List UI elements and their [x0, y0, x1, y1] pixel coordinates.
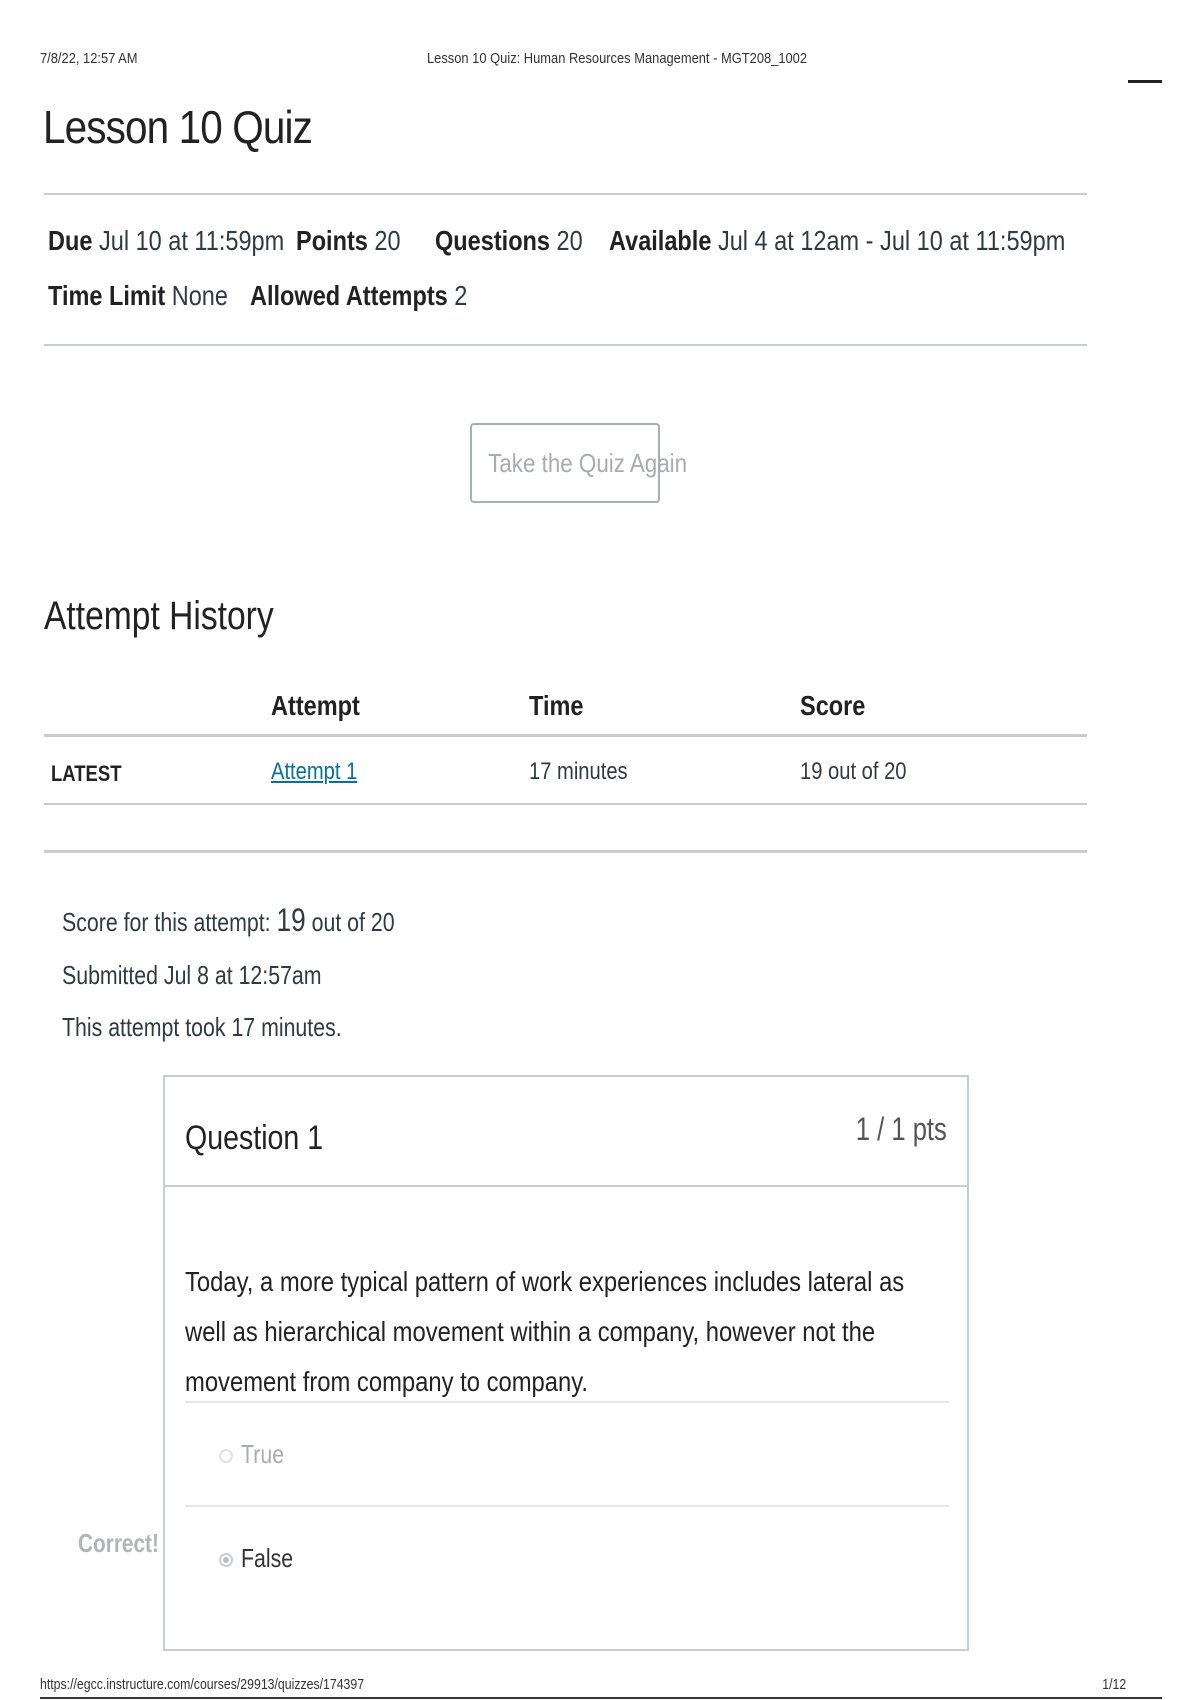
due-label: Due — [48, 225, 93, 256]
submitted-time: Submitted Jul 8 at 12:57am — [62, 960, 322, 990]
page-edge-mark — [1128, 80, 1162, 83]
print-header — [40, 50, 1003, 70]
questions-value: 20 — [556, 225, 583, 256]
attempt-duration: This attempt took 17 minutes. — [62, 1012, 342, 1042]
footer-divider — [40, 1697, 1162, 1699]
attempt-history-title: Attempt History — [44, 594, 274, 638]
radio-button[interactable] — [219, 1449, 233, 1463]
time-limit-detail — [48, 280, 228, 312]
points-detail — [296, 225, 401, 257]
question-points: 1 / 1 pts — [855, 1111, 947, 1147]
attempt-score-cell: 19 out of 20 — [800, 758, 907, 785]
question-card — [163, 1075, 969, 1651]
print-page-title: Lesson 10 Quiz: Human Resources Management - MGT208_1002 — [427, 50, 808, 67]
allowed-attempts-value: 2 — [454, 280, 468, 311]
radio-button-selected[interactable] — [219, 1553, 233, 1567]
allowed-attempts-detail — [250, 280, 467, 312]
attempt-1-link[interactable]: Attempt 1 — [271, 758, 358, 785]
correct-answer-flag: Correct! — [78, 1528, 159, 1558]
questions-detail — [435, 225, 583, 257]
divider — [44, 193, 1087, 195]
table-row-divider — [44, 803, 1087, 805]
attempt-time-cell: 17 minutes — [529, 758, 628, 785]
page-number: 1/12 — [1102, 1676, 1126, 1693]
column-header-attempt: Attempt — [271, 690, 360, 721]
time-limit-label: Time Limit — [48, 280, 166, 311]
due-value: Jul 10 at 11:59pm — [98, 225, 285, 256]
take-quiz-again-button[interactable] — [470, 423, 688, 503]
take-quiz-again-label: Take the Quiz Again — [488, 447, 688, 478]
points-label: Points — [296, 225, 368, 256]
divider — [44, 850, 1087, 853]
available-value: Jul 4 at 12am - Jul 10 at 11:59pm — [717, 225, 1066, 256]
print-url: https://egcc.instructure.com/courses/29913/quizzes/174397 — [40, 1676, 365, 1693]
attempt-link-cell — [271, 758, 357, 786]
question-text: Today, a more typical pattern of work experiences includes lateral as well as hierarchical movement within a company, however not the movement from company to company. — [185, 1266, 905, 1397]
latest-tag: LATEST — [51, 761, 122, 786]
print-date: 7/8/22, 12:57 AM — [40, 50, 138, 67]
questions-label: Questions — [435, 225, 551, 256]
question-header — [165, 1077, 967, 1187]
score-value: 19 — [276, 902, 306, 938]
time-limit-value: None — [171, 280, 228, 311]
answer-label: True — [241, 1439, 285, 1469]
question-name: Question 1 — [185, 1119, 324, 1157]
answer-divider — [185, 1505, 949, 1507]
due-detail — [48, 225, 284, 257]
attempt-score-summary — [62, 902, 395, 939]
answer-divider — [185, 1401, 949, 1403]
available-detail — [609, 225, 1065, 257]
available-label: Available — [609, 225, 712, 256]
score-suffix: out of 20 — [311, 907, 395, 937]
points-value: 20 — [374, 225, 401, 256]
column-header-time: Time — [529, 690, 584, 721]
allowed-attempts-label: Allowed Attempts — [250, 280, 448, 311]
quiz-title: Lesson 10 Quiz — [43, 101, 312, 153]
column-header-score: Score — [800, 690, 866, 721]
table-header-divider — [44, 734, 1087, 737]
answer-label: False — [241, 1543, 294, 1573]
score-prefix: Score for this attempt: — [62, 907, 271, 937]
divider — [44, 344, 1087, 346]
